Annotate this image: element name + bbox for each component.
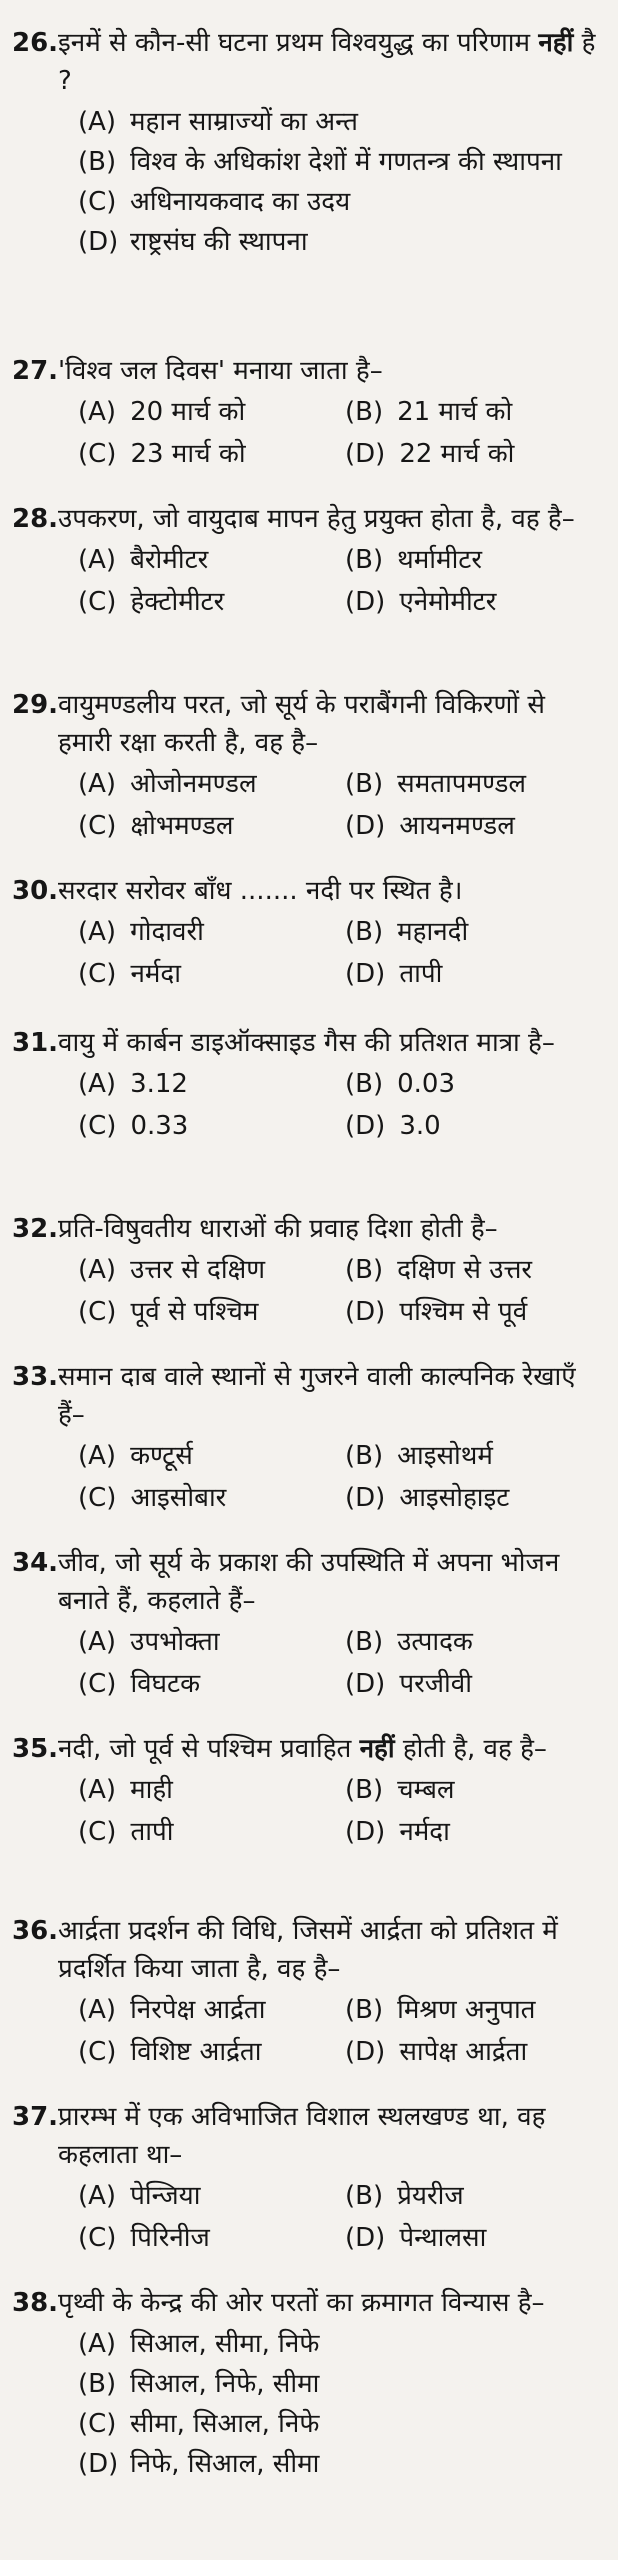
option-d[interactable]: [345, 806, 515, 846]
option-text: पेन्थालसा: [399, 2223, 487, 2253]
option-d[interactable]: [345, 1812, 450, 1852]
option-c[interactable]: [78, 582, 224, 622]
option-text: निरपेक्ष आर्द्रता: [130, 1995, 266, 2025]
options-list: [0, 2324, 618, 2484]
option-b[interactable]: [345, 1250, 532, 1290]
question-text-emphasis: नहीं: [538, 28, 574, 58]
option-label: (A): [78, 1255, 117, 1285]
option-c[interactable]: [78, 954, 181, 994]
option-label: (C): [78, 187, 117, 217]
option-text: गोदावरी: [130, 917, 204, 947]
option-label: (D): [78, 227, 119, 257]
option-text: 20 मार्च को: [130, 397, 246, 427]
option-text: 0.33: [130, 1111, 189, 1141]
option-text: नर्मदा: [130, 959, 181, 989]
question-number: 33.: [12, 1362, 59, 1392]
option-b[interactable]: [345, 2176, 464, 2216]
option-row: [0, 2218, 618, 2260]
option-row: [0, 1292, 618, 1334]
option-label: (B): [345, 1069, 384, 1099]
option-row: [0, 1990, 618, 2032]
options-list: [0, 1064, 618, 1148]
option-text: कण्टूर्स: [130, 1441, 193, 1471]
question-35: [0, 1730, 618, 1854]
question-text: प्रति-विषुवतीय धाराओं की प्रवाह दिशा होती है–: [58, 1214, 498, 1244]
question-28: [0, 500, 618, 624]
question-stem: [0, 686, 618, 762]
question-text: 'विश्व जल दिवस' मनाया जाता है–: [58, 356, 383, 386]
option-row: [0, 1064, 618, 1106]
question-stem: [0, 872, 618, 910]
option-b[interactable]: [0, 142, 618, 182]
option-d[interactable]: [345, 582, 496, 622]
option-d[interactable]: [345, 2032, 527, 2072]
option-text: अधिनायकवाद का उदय: [130, 187, 351, 217]
options-list: [0, 1250, 618, 1334]
option-label: (B): [345, 1255, 384, 1285]
option-a[interactable]: [78, 2176, 200, 2216]
option-text: उत्पादक: [397, 1627, 473, 1657]
option-row: [0, 1812, 618, 1854]
question-text: आर्द्रता प्रदर्शन की विधि, जिसमें आर्द्रता को प्रतिशत में प्रदर्शित किया जाता है, वह है–: [58, 1916, 558, 1984]
option-c[interactable]: [78, 1292, 258, 1332]
option-label: (D): [345, 1483, 386, 1513]
question-number: 26.: [12, 28, 59, 58]
option-b[interactable]: [345, 1990, 536, 2030]
option-label: (C): [78, 959, 117, 989]
option-row: [0, 806, 618, 848]
question-text-part: होती है, वह है–: [394, 1734, 547, 1764]
option-label: (B): [345, 397, 384, 427]
question-text: पृथ्वी के केन्द्र की ओर परतों का क्रमागत विन्यास है–: [58, 2288, 545, 2318]
option-label: (B): [345, 1775, 384, 1805]
option-label: (D): [345, 1669, 386, 1699]
option-label: (D): [345, 1297, 386, 1327]
option-label: (A): [78, 1069, 117, 1099]
option-text: मिश्रण अनुपात: [397, 1995, 536, 2025]
option-text: तापी: [130, 1817, 174, 1847]
options-list: [0, 102, 618, 262]
option-text: नर्मदा: [399, 1817, 450, 1847]
question-text: वायुमण्डलीय परत, जो सूर्य के पराबैंगनी विकिरणों से हमारी रक्षा करती है, वह है–: [58, 690, 545, 758]
option-row: [0, 1622, 618, 1664]
option-text: पिरिनीज: [130, 2223, 210, 2253]
option-d[interactable]: [0, 222, 618, 262]
question-stem: [0, 2284, 618, 2322]
option-text: एनेमोमीटर: [399, 587, 497, 617]
option-row: [0, 1770, 618, 1812]
option-text: आइसोबार: [130, 1483, 227, 1513]
question-stem: [0, 1024, 618, 1062]
option-label: (A): [78, 1441, 117, 1471]
option-a[interactable]: [0, 2324, 618, 2364]
question-text: जीव, जो सूर्य के प्रकाश की उपस्थिति में अपना भोजन बनाते हैं, कहलाते हैं–: [58, 1548, 560, 1616]
option-label: (D): [345, 959, 386, 989]
option-text: सिआल, सीमा, निफे: [130, 2329, 320, 2359]
option-label: (C): [78, 2223, 117, 2253]
question-stem: [0, 1358, 618, 1434]
option-row: [0, 912, 618, 954]
options-list: [0, 1436, 618, 1520]
question-text-part: है ?: [58, 28, 596, 96]
option-text: पूर्व से पश्चिम: [130, 1297, 259, 1327]
option-label: (D): [345, 587, 386, 617]
option-label: (C): [78, 2409, 117, 2439]
option-a[interactable]: [78, 1250, 265, 1290]
question-text: सरदार सरोवर बाँध ....... नदी पर स्थित है।: [58, 876, 463, 906]
option-row: [0, 1664, 618, 1706]
question-stem: [0, 1210, 618, 1248]
option-label: (D): [345, 2223, 386, 2253]
option-text: चम्बल: [397, 1775, 455, 1805]
option-text: दक्षिण से उत्तर: [397, 1255, 533, 1285]
option-a[interactable]: [78, 1770, 173, 1810]
option-c[interactable]: [78, 806, 234, 846]
question-number: 27.: [12, 356, 59, 386]
question-number: 30.: [12, 876, 59, 906]
option-label: (B): [345, 1995, 384, 2025]
question-37: [0, 2098, 618, 2260]
option-label: (A): [78, 2329, 117, 2359]
option-b[interactable]: [345, 1622, 473, 1662]
option-text: उत्तर से दक्षिण: [130, 1255, 266, 1285]
question-number: 32.: [12, 1214, 59, 1244]
question-30: [0, 872, 618, 996]
option-text: निफे, सिआल, सीमा: [130, 2449, 320, 2479]
option-a[interactable]: [78, 1990, 265, 2030]
option-label: (A): [78, 2181, 117, 2211]
option-label: (C): [78, 1483, 117, 1513]
option-text: महानदी: [397, 917, 469, 947]
option-row: [0, 1478, 618, 1520]
option-b[interactable]: [345, 912, 468, 952]
option-label: (D): [345, 1817, 386, 1847]
question-number: 29.: [12, 690, 59, 720]
option-text: विशिष्ट आर्द्रता: [130, 2037, 262, 2067]
option-row: [0, 434, 618, 476]
options-list: [0, 764, 618, 848]
option-label: (B): [345, 2181, 384, 2211]
options-list: [0, 1622, 618, 1706]
question-text: [58, 24, 618, 100]
option-d[interactable]: [345, 2218, 486, 2258]
option-text: क्षोभमण्डल: [130, 811, 234, 841]
option-text: 0.03: [397, 1069, 456, 1099]
question-29: [0, 686, 618, 848]
option-label: (A): [78, 107, 117, 137]
question-text-emphasis: नहीं: [359, 1734, 395, 1764]
question-26: [0, 24, 618, 262]
option-text: महान साम्राज्यों का अन्त: [130, 107, 358, 137]
option-d[interactable]: [345, 1292, 527, 1332]
question-36: [0, 1912, 618, 2074]
option-text: सापेक्ष आर्द्रता: [399, 2037, 528, 2067]
option-a[interactable]: [78, 1622, 220, 1662]
option-c[interactable]: [78, 434, 246, 474]
option-label: (C): [78, 1111, 117, 1141]
options-list: [0, 912, 618, 996]
option-label: (B): [345, 1441, 384, 1471]
question-stem: [0, 2098, 618, 2174]
option-c[interactable]: [78, 1664, 200, 1704]
question-stem: [0, 24, 618, 100]
question-text: उपकरण, जो वायुदाब मापन हेतु प्रयुक्त होता है, वह है–: [58, 504, 575, 534]
option-c[interactable]: [78, 1812, 174, 1852]
option-label: (B): [345, 545, 384, 575]
option-row: [0, 764, 618, 806]
option-label: (C): [78, 1297, 117, 1327]
option-a[interactable]: [78, 540, 208, 580]
option-row: [0, 392, 618, 434]
option-label: (A): [78, 397, 117, 427]
option-label: (C): [78, 2037, 117, 2067]
question-stem: [0, 352, 618, 390]
option-text: 23 मार्च को: [130, 439, 246, 469]
option-text: 21 मार्च को: [397, 397, 513, 427]
question-number: 34.: [12, 1548, 59, 1578]
option-row: [0, 2176, 618, 2218]
option-text: बैरोमीटर: [130, 545, 209, 575]
option-text: विश्व के अधिकांश देशों में गणतन्त्र की स्थापना: [130, 147, 562, 177]
option-d[interactable]: [0, 2444, 618, 2484]
option-c[interactable]: [78, 2218, 210, 2258]
option-b[interactable]: [345, 764, 526, 804]
option-row: [0, 540, 618, 582]
option-text: तापी: [399, 959, 443, 989]
option-label: (A): [78, 1627, 117, 1657]
option-label: (B): [78, 2369, 117, 2399]
question-27: [0, 352, 618, 476]
options-list: [0, 392, 618, 476]
option-b[interactable]: [345, 540, 482, 580]
option-d[interactable]: [345, 434, 514, 474]
option-text: आइसोहाइट: [399, 1483, 510, 1513]
option-label: (C): [78, 1669, 117, 1699]
question-stem: [0, 1912, 618, 1988]
options-list: [0, 1770, 618, 1854]
option-label: (A): [78, 917, 117, 947]
option-text: ओजोनमण्डल: [130, 769, 257, 799]
option-label: (A): [78, 1995, 117, 2025]
option-text: सीमा, सिआल, निफे: [130, 2409, 320, 2439]
option-d[interactable]: [345, 1106, 441, 1146]
question-34: [0, 1544, 618, 1706]
options-list: [0, 2176, 618, 2260]
option-text: पश्चिम से पूर्व: [399, 1297, 528, 1327]
option-b[interactable]: [345, 392, 512, 432]
options-list: [0, 540, 618, 624]
option-label: (B): [345, 769, 384, 799]
option-b[interactable]: [345, 1064, 455, 1104]
option-text: 3.0: [399, 1111, 441, 1141]
option-c[interactable]: [0, 182, 618, 222]
option-text: हेक्टोमीटर: [130, 587, 225, 617]
option-a[interactable]: [0, 102, 618, 142]
question-text: [58, 1730, 618, 1768]
question-stem: [0, 500, 618, 538]
option-a[interactable]: [78, 764, 257, 804]
option-a[interactable]: [78, 912, 204, 952]
question-32: [0, 1210, 618, 1334]
option-text: आयनमण्डल: [399, 811, 515, 841]
question-number: 36.: [12, 1916, 59, 1946]
option-b[interactable]: [345, 1436, 493, 1476]
option-row: [0, 2032, 618, 2074]
option-label: (B): [345, 917, 384, 947]
option-label: (A): [78, 1775, 117, 1805]
question-number: 28.: [12, 504, 59, 534]
option-text: परजीवी: [399, 1669, 472, 1699]
question-text-part: इनमें से कौन-सी घटना प्रथम विश्वयुद्ध का परिणाम: [58, 28, 539, 58]
question-number: 38.: [12, 2288, 59, 2318]
option-b[interactable]: [345, 1770, 455, 1810]
question-stem: [0, 1730, 618, 1768]
option-d[interactable]: [345, 1664, 472, 1704]
question-number: 31.: [12, 1028, 59, 1058]
option-row: [0, 1436, 618, 1478]
question-33: [0, 1358, 618, 1520]
question-38: [0, 2284, 618, 2484]
option-a[interactable]: [78, 1064, 188, 1104]
option-a[interactable]: [78, 392, 245, 432]
option-text: 3.12: [130, 1069, 188, 1099]
option-label: (D): [345, 1111, 386, 1141]
option-c[interactable]: [78, 1106, 188, 1146]
question-31: [0, 1024, 618, 1148]
option-text: समतापमण्डल: [397, 769, 527, 799]
question-number: 37.: [12, 2102, 59, 2132]
option-label: (B): [78, 147, 117, 177]
option-row: [0, 1106, 618, 1148]
option-label: (A): [78, 769, 117, 799]
question-number: 35.: [12, 1734, 59, 1764]
option-c[interactable]: [78, 1478, 226, 1518]
question-text: प्रारम्भ में एक अविभाजित विशाल स्थलखण्ड था, वह कहलाता था–: [58, 2102, 546, 2170]
option-text: माही: [130, 1775, 173, 1805]
option-text: उपभोक्ता: [130, 1627, 220, 1657]
option-text: विघटक: [130, 1669, 201, 1699]
option-label: (C): [78, 811, 117, 841]
option-text: पेन्जिया: [130, 2181, 201, 2211]
option-label: (C): [78, 587, 117, 617]
option-row: [0, 954, 618, 996]
option-text: राष्ट्रसंघ की स्थापना: [130, 227, 308, 257]
option-text: सिआल, निफे, सीमा: [130, 2369, 320, 2399]
option-label: (B): [345, 1627, 384, 1657]
option-text: आइसोथर्म: [397, 1441, 493, 1471]
option-row: [0, 1250, 618, 1292]
option-b[interactable]: [0, 2364, 618, 2404]
question-text: समान दाब वाले स्थानों से गुजरने वाली काल्पनिक रेखाएँ हैं–: [58, 1362, 576, 1430]
option-label: (D): [78, 2449, 119, 2479]
option-text: प्रेयरीज: [397, 2181, 464, 2211]
option-c[interactable]: [0, 2404, 618, 2444]
option-text: 22 मार्च को: [399, 439, 515, 469]
option-label: (D): [345, 811, 386, 841]
option-text: थर्मामीटर: [397, 545, 483, 575]
question-text: वायु में कार्बन डाइऑक्साइड गैस की प्रतिशत मात्रा है–: [58, 1028, 555, 1058]
option-label: (A): [78, 545, 117, 575]
options-list: [0, 1990, 618, 2074]
option-d[interactable]: [345, 1478, 509, 1518]
option-label: (D): [345, 2037, 386, 2067]
option-label: (C): [78, 1817, 117, 1847]
option-a[interactable]: [78, 1436, 193, 1476]
question-stem: [0, 1544, 618, 1620]
option-c[interactable]: [78, 2032, 261, 2072]
option-d[interactable]: [345, 954, 442, 994]
option-label: (C): [78, 439, 117, 469]
option-label: (D): [345, 439, 386, 469]
option-row: [0, 582, 618, 624]
question-text-part: नदी, जो पूर्व से पश्चिम प्रवाहित: [58, 1734, 360, 1764]
